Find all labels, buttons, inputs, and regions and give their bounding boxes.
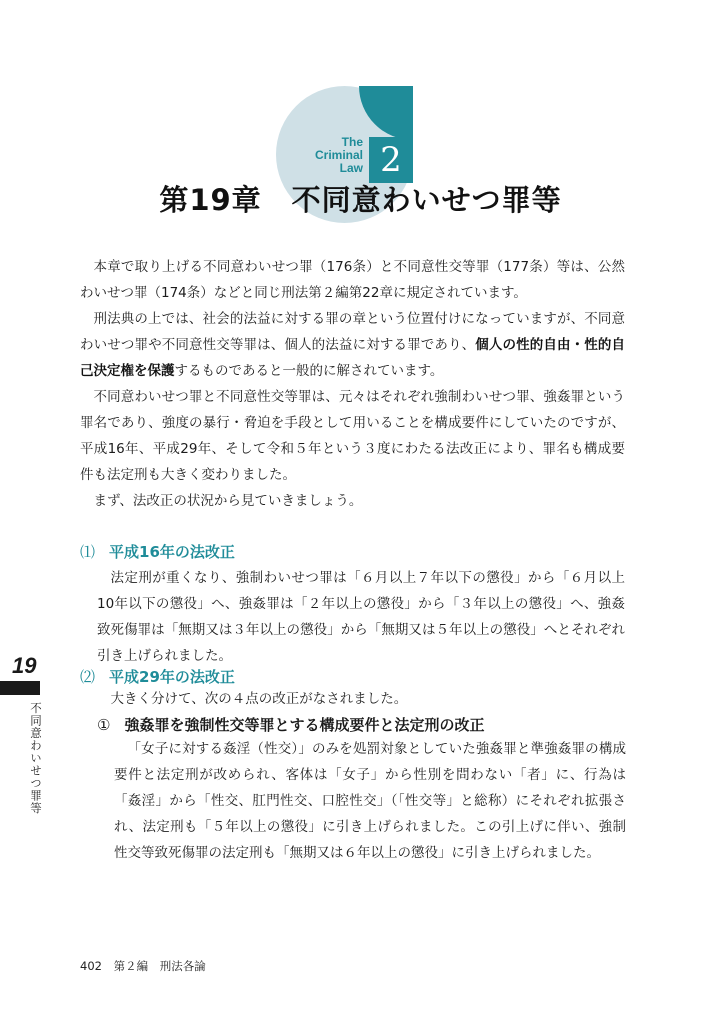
intro-paragraph-1: 本章で取り上げる不同意わいせつ罪（176条）と不同意性交等罪（177条）等は、公然わいせつ罪（174条）などと同じ刑法第２編第22章に規定されています。 [80, 259, 625, 301]
section-heading [80, 541, 235, 562]
intro-paragraph-3: 不同意わいせつ罪と不同意性交等罪は、元々はそれぞれ強制わいせつ罪、強姦罪という罪名であり、強度の暴行・脅迫を手段として用いることを構成要件にしていたのですが、平成16年、平成29年、そして令和５年という３度にわたる法改正により、罪名も構成要件も法定刑も大きく変わりました。 [80, 389, 625, 483]
item-title: 強姦罪を強制性交等罪とする構成要件と法定刑の改正 [124, 716, 485, 734]
chapter-title: 第19章 不同意わいせつ罪等 [159, 183, 562, 217]
item-body: 「女子に対する姦淫（性交）」のみを処罰対象としていた強姦罪と準強姦罪の構成要件と法定刑が改められ、客体は「女子」から性別を問わない「者」に、行為は「姦淫」から「性交、肛門性交、口腔性交」（「性交等」と総称）にそれぞれ拡張され、法定刑も「５年以上の懲役」に引き上げられました。この引上げに伴い、強制性交等致死傷罪の法定刑も「無期又は６年以上の懲役」に引き上げられました。 [114, 741, 626, 861]
page-footer [80, 958, 214, 974]
intro-paragraph-2 [80, 306, 625, 384]
section-intro: 大きく分けて、次の４点の改正がなされました。 [110, 691, 408, 707]
footer-part: 第２編 [113, 959, 149, 973]
intro-text: 刑法典の上では、社会的法益に対する罪の章という位置付けになっていますが、不同意わいせつ罪や不同意性交等罪は、個人的法益に対する罪であり、 [80, 311, 625, 353]
intro-paragraph-4: まず、法改正の状況から見ていきましょう。 [93, 493, 363, 509]
section-number: ⑵ [80, 668, 96, 686]
side-chapter-number: 19 [12, 653, 37, 678]
series-name [273, 136, 363, 175]
series-line: The [341, 135, 363, 149]
item-number: ① [97, 716, 111, 734]
emphasis-text: 個人の性的自由・性的自己決定権を保護 [80, 337, 626, 379]
part-number: 2 [369, 137, 413, 183]
series-line: Law [339, 161, 363, 175]
section-title: 平成16年の法改正 [109, 543, 235, 561]
series-line: Criminal [314, 148, 363, 162]
section-body: 法定刑が重くなり、強制わいせつ罪は「６月以上７年以下の懲役」から「６月以上10年以下の懲役」へ、強姦罪は「２年以上の懲役」から「３年以上の懲役」へ、強姦致死傷罪は「無期又は３年以上の懲役」から「無期又は５年以上の懲役」へとそれぞれ引き上げられました。 [97, 570, 625, 664]
section-heading [80, 666, 235, 687]
footer-part-title: 刑法各論 [159, 959, 206, 973]
side-tab-bar [0, 681, 40, 695]
section-title: 平成29年の法改正 [109, 668, 235, 686]
page-number: 402 [80, 959, 102, 973]
section-number: ⑴ [80, 543, 96, 561]
side-chapter-label: 不同意わいせつ罪等 [29, 702, 43, 815]
item-heading [97, 714, 484, 735]
intro-text: するものであると一般的に解されています。 [174, 363, 444, 379]
